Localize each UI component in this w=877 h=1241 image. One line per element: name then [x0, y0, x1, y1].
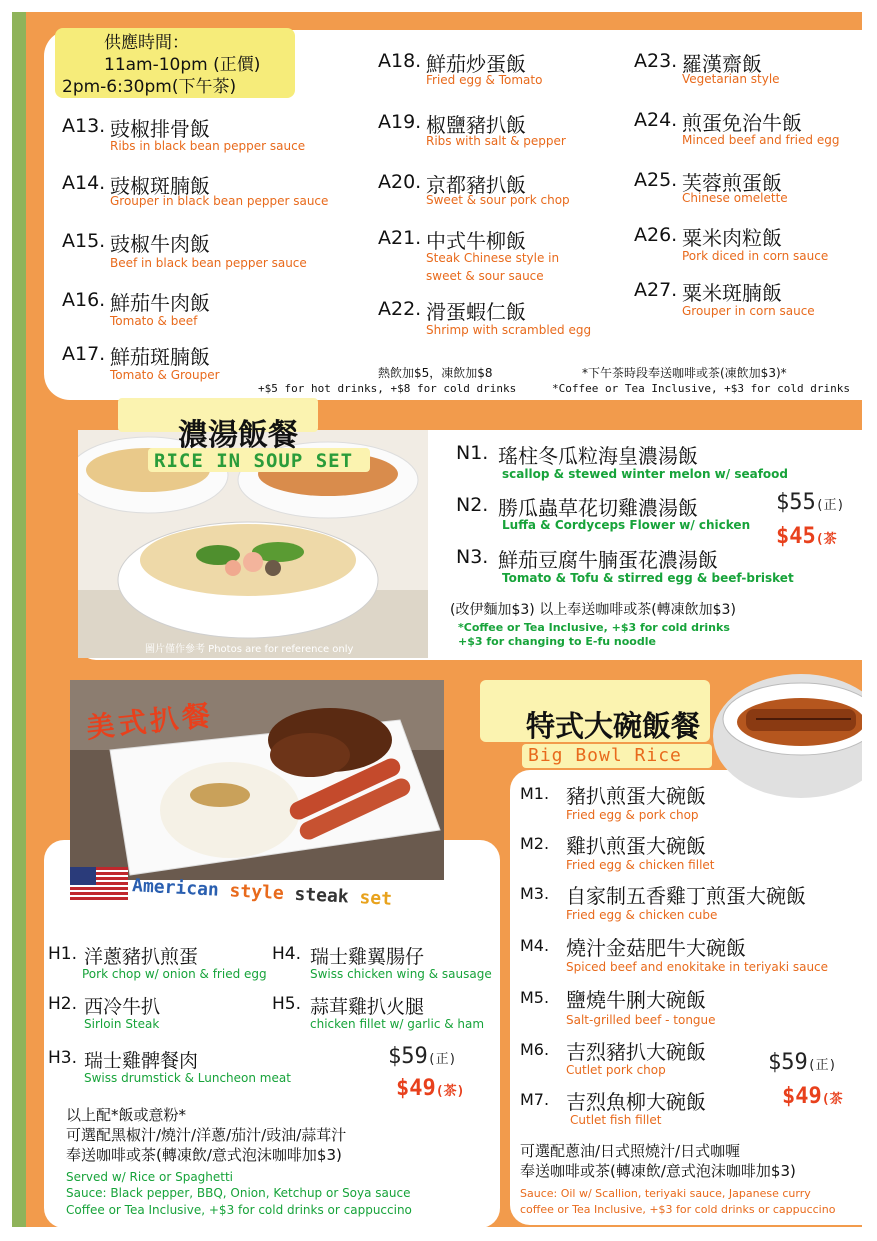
menu-item-name: 椒鹽豬扒飯: [426, 113, 526, 137]
price-value: $49: [782, 1084, 822, 1109]
bowl-price-regular: [768, 1050, 836, 1075]
soup-item-desc: Luffa & Cordyceps Flower w/ chicken: [502, 518, 751, 532]
soup-item-name: 瑤柱冬瓜粒海皇濃湯飯: [498, 444, 698, 468]
bowl-item-desc: Fried egg & chicken cube: [566, 908, 718, 922]
bowl-item-code: M6.: [520, 1040, 550, 1059]
soup-item-code: N3.: [456, 546, 489, 568]
menu-item-code: A23.: [634, 50, 678, 72]
steak-note-en2: Sauce: Black pepper, BBQ, Onion, Ketchup or Soya sauce: [66, 1186, 411, 1200]
steak-item-code: H5.: [272, 994, 302, 1014]
menu-item-name: 中式牛柳飯: [426, 229, 526, 253]
price-tag: (茶: [821, 1092, 843, 1107]
steak-item-desc: chicken fillet w/ garlic & ham: [310, 1017, 485, 1031]
bowl-item-code: M3.: [520, 884, 550, 903]
bowl-item-code: M2.: [520, 834, 550, 853]
hours-regular: 11am-10pm (正價): [104, 55, 261, 75]
soup-price-tea: [776, 524, 837, 549]
steak-note-zh3: 奉送咖啡或茶(轉凍飲/意式泡沫咖啡加$3): [66, 1146, 342, 1164]
menu-item-desc: Shrimp with scrambled egg: [426, 323, 592, 337]
menu-item-desc: Minced beef and fried egg: [682, 133, 840, 147]
drinks-note-zh: 熱飲加$5，凍飲加$8: [378, 366, 493, 380]
photo-note: 圖片僅作參考 Photos are for reference only: [145, 644, 354, 655]
menu-item-desc: Beef in black bean pepper sauce: [110, 256, 307, 270]
menu-item-desc: Chinese omelette: [682, 191, 788, 205]
bigbowl-photo: [706, 664, 862, 806]
hours-label: 供應時間：: [104, 33, 189, 53]
steak-item-code: H3.: [48, 1048, 78, 1068]
steak-item-code: H4.: [272, 944, 302, 964]
menu-item-desc: Grouper in black bean pepper sauce: [110, 194, 329, 208]
bowl-price-tea: [782, 1084, 843, 1109]
menu-item-desc: Tomato & Grouper: [110, 368, 220, 382]
soup-item-name: 勝瓜蟲草花切雞濃湯飯: [498, 496, 698, 520]
rice-bowl-image: [706, 664, 862, 806]
menu-item-code: A20.: [378, 171, 422, 193]
menu-item-code: A21.: [378, 227, 422, 249]
steak-item-code: H2.: [48, 994, 78, 1014]
menu-item-desc: Ribs in black bean pepper sauce: [110, 139, 306, 153]
steak-note-zh1: 以上配*飯或意粉*: [66, 1106, 187, 1124]
bowl-item-code: M1.: [520, 784, 550, 803]
menu-item-desc: Tomato & beef: [110, 314, 198, 328]
soup-item-code: N2.: [456, 494, 489, 516]
steak-item-name: 瑞士雞翼腸仔: [310, 946, 425, 968]
menu-item-code: A22.: [378, 298, 422, 320]
soup-item-desc: Tomato & Tofu & stirred egg & beef-brisket: [502, 571, 794, 585]
menu-item-name: 羅漢齋飯: [682, 52, 762, 76]
menu-item-name: 滑蛋蝦仁飯: [426, 300, 526, 324]
bowl-note-en2: coffee or Tea Inclusive, +$3 for cold drinks or cappuccino: [520, 1203, 836, 1216]
steak-item-desc: Swiss drumstick & Luncheon meat: [84, 1071, 291, 1085]
bowl-item-desc: Salt-grilled beef - tongue: [566, 1013, 716, 1027]
price-value: $55: [776, 490, 816, 515]
price-value: $49: [396, 1076, 436, 1101]
bowl-item-desc: Cutlet pork chop: [566, 1063, 666, 1077]
menu-item-name: 鮮茄炒蛋飯: [426, 52, 526, 76]
bowl-item-name: 燒汁金菇肥牛大碗飯: [566, 936, 746, 960]
menu-item-desc-2: sweet & sour sauce: [426, 269, 544, 283]
menu-item-code: A25.: [634, 169, 678, 191]
soup-note-zh: (改伊麵加$3) 以上奉送咖啡或茶(轉凍飲加$3): [450, 602, 736, 618]
steak-item-name: 瑞士雞髀餐肉: [84, 1050, 199, 1072]
soup-title: 濃湯飯餐: [178, 418, 298, 453]
title-word-steak: steak: [293, 883, 350, 908]
menu-item-code: A18.: [378, 50, 422, 72]
bowl-item-name: 吉烈豬扒大碗飯: [566, 1040, 706, 1064]
price-tag: (茶: [815, 532, 837, 547]
bowl-item-code: M7.: [520, 1090, 550, 1109]
bowl-note-zh2: 奉送咖啡或茶(轉凍飲/意式泡沫咖啡加$3): [520, 1162, 796, 1180]
tea-note-en: *Coffee or Tea Inclusive, +$3 for cold drinks: [552, 382, 851, 395]
menu-item-desc: Vegetarian style: [682, 72, 780, 86]
bowl-item-name: 自家制五香雞丁煎蛋大碗飯: [566, 884, 806, 908]
menu-item-code: A19.: [378, 111, 422, 133]
steak-item-name: 蒜茸雞扒火腿: [310, 996, 425, 1018]
menu-item-name: 粟米肉粒飯: [682, 226, 782, 250]
menu-item-name: 豉椒排骨飯: [110, 117, 210, 141]
bowl-item-desc: Fried egg & chicken fillet: [566, 858, 715, 872]
soup-item-desc: scallop & stewed winter melon w/ seafood: [502, 467, 789, 481]
menu-item-code: A15.: [62, 230, 106, 252]
steak-note-en1: Served w/ Rice or Spaghetti: [66, 1170, 234, 1184]
steak-item-desc: Pork chop w/ onion & fried egg: [82, 967, 267, 981]
soup-note-en2: +$3 for changing to E-fu noodle: [458, 635, 656, 648]
soup-note-en1: *Coffee or Tea Inclusive, +$3 for cold drinks: [458, 621, 730, 634]
american-title: 美式扒餐: [84, 698, 216, 745]
bowl-item-desc: Fried egg & pork chop: [566, 808, 699, 822]
tea-note-zh: *下午茶時段奉送咖啡或茶(凍飲加$3)*: [582, 366, 787, 380]
price-tag: (茶): [435, 1084, 465, 1099]
menu-item-code: A17.: [62, 343, 106, 365]
left-accent-strip: [12, 12, 26, 1227]
menu-item-desc: Pork diced in corn sauce: [682, 249, 829, 263]
steak-note-zh2: 可選配黑椒汁/燒汁/洋蔥/茄汁/豉油/蒜茸汁: [66, 1126, 347, 1144]
menu-item-name: 粟米斑腩飯: [682, 281, 782, 305]
steak-note-en3: Coffee or Tea Inclusive, +$3 for cold drinks or cappuccino: [66, 1203, 412, 1217]
menu-item-code: A26.: [634, 224, 678, 246]
soup-price-regular: [776, 490, 844, 515]
menu-item-desc: Grouper in corn sauce: [682, 304, 815, 318]
title-word-style: style: [229, 880, 285, 905]
steak-item-code: H1.: [48, 944, 78, 964]
price-tag: (正): [815, 498, 845, 513]
bowl-note-zh1: 可選配蔥油/日式照燒汁/日式咖喱: [520, 1142, 741, 1160]
menu-item-name: 芙蓉煎蛋飯: [682, 171, 782, 195]
us-flag-icon: [70, 867, 128, 901]
menu-item-name: 鮮茄牛肉飯: [110, 291, 210, 315]
soup-title-en: RICE IN SOUP SET: [154, 450, 354, 472]
menu-item-name: 豉椒斑腩飯: [110, 174, 210, 198]
menu-item-name: 煎蛋免治牛飯: [682, 111, 802, 135]
title-word-american: American: [131, 875, 220, 901]
price-value: $59: [768, 1050, 808, 1075]
price-value: $45: [776, 524, 816, 549]
menu-item-name: 京都豬扒飯: [426, 173, 526, 197]
bowl-item-desc: Spiced beef and enokitake in teriyaki sauce: [566, 960, 829, 974]
price-tag: (正): [427, 1052, 457, 1067]
menu-item-code: A16.: [62, 289, 106, 311]
menu-item-code: A24.: [634, 109, 678, 131]
menu-item-code: A14.: [62, 172, 106, 194]
menu-item-name: 鮮茄斑腩飯: [110, 345, 210, 369]
menu-item-desc: Steak Chinese style in: [426, 251, 560, 265]
bowl-item-code: M5.: [520, 988, 550, 1007]
steak-item-desc: Sirloin Steak: [84, 1017, 160, 1031]
steak-price-tea: [396, 1076, 464, 1101]
soup-item-code: N1.: [456, 442, 489, 464]
steak-item-name: 洋蔥豬扒煎蛋: [84, 946, 199, 968]
bowl-item-code: M4.: [520, 936, 550, 955]
steak-item-name: 西冷牛扒: [84, 996, 161, 1018]
steak-price-regular: [388, 1044, 456, 1069]
menu-item-name: 豉椒牛肉飯: [110, 232, 210, 256]
title-word-set: set: [358, 887, 393, 910]
bowl-note-en1: Sauce: Oil w/ Scallion, teriyaki sauce, Japanese curry: [520, 1187, 811, 1200]
bowl-item-name: 鹽燒牛脷大碗飯: [566, 988, 706, 1012]
menu-item-desc: Fried egg & Tomato: [426, 73, 543, 87]
hours-tea: 2pm-6:30pm(下午茶): [62, 77, 237, 97]
bowl-item-desc: Cutlet fish fillet: [570, 1113, 662, 1127]
bowl-item-name: 豬扒煎蛋大碗飯: [566, 784, 706, 808]
bigbowl-title-en: Big Bowl Rice: [528, 745, 682, 766]
menu-item-code: A27.: [634, 279, 678, 301]
drinks-note-en: +$5 for hot drinks, +$8 for cold drinks: [258, 382, 517, 395]
menu-item-code: A13.: [62, 115, 106, 137]
bowl-item-name: 雞扒煎蛋大碗飯: [566, 834, 706, 858]
bigbowl-title: 特式大碗飯餐: [526, 709, 701, 743]
soup-item-name: 鮮茄豆腐牛腩蛋花濃湯飯: [498, 548, 718, 572]
steak-item-desc: Swiss chicken wing & sausage: [310, 967, 492, 981]
price-tag: (正): [807, 1058, 837, 1073]
bowl-item-name: 吉烈魚柳大碗飯: [566, 1090, 706, 1114]
menu-item-desc: Sweet & sour pork chop: [426, 193, 570, 207]
menu-item-desc: Ribs with salt & pepper: [426, 134, 566, 148]
price-value: $59: [388, 1044, 428, 1069]
